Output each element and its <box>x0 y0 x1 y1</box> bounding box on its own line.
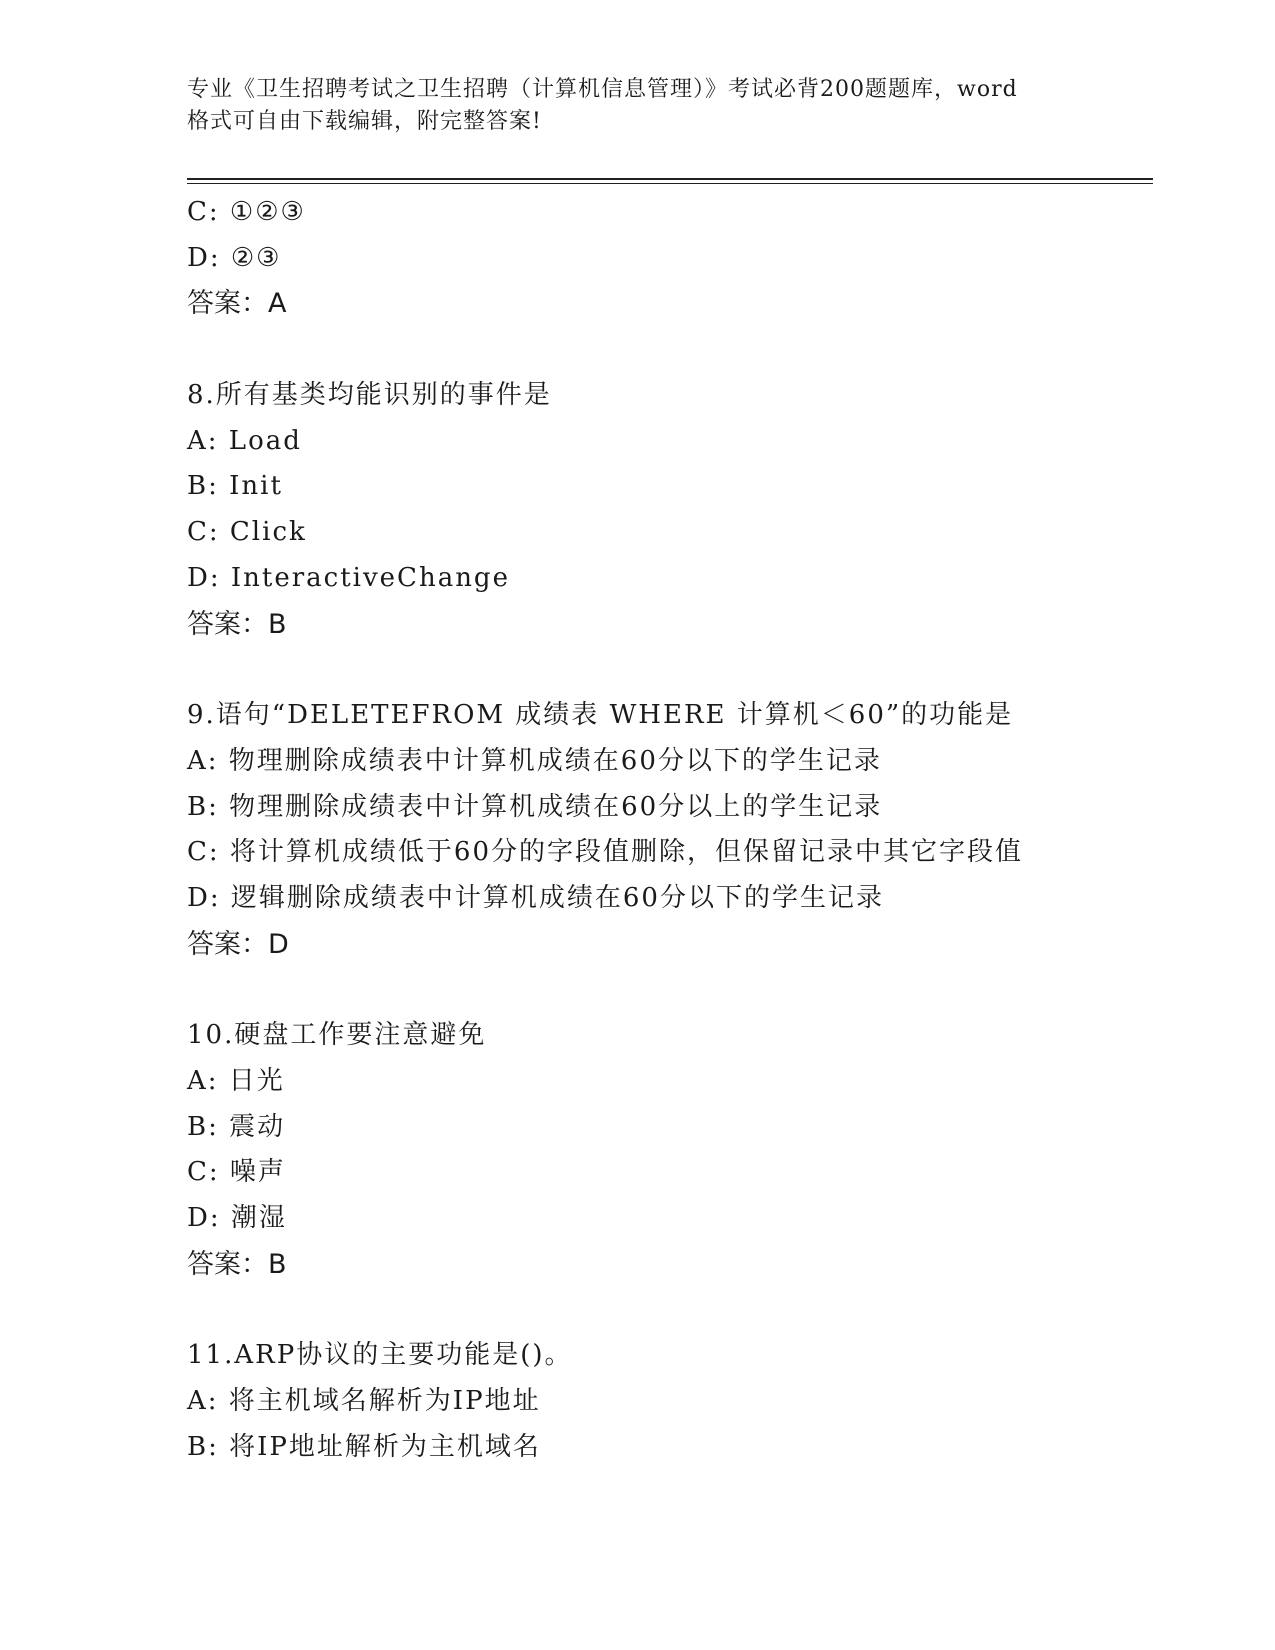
question-text: 9.语句“DELETEFROM 成绩表 WHERE 计算机＜60”的功能是 <box>187 700 1014 731</box>
option-c: C: Click <box>187 517 307 548</box>
document-header: 专业《卫生招聘考试之卫生招聘（计算机信息管理）》考试必背200题题库，word 格式可自由下载编辑，附完整答案! <box>187 77 1018 134</box>
option-d: D: 逻辑删除成绩表中计算机成绩在60分以下的学生记录 <box>187 882 884 913</box>
option-c: C: 将计算机成绩低于60分的字段值删除，但保留记录中其它字段值 <box>187 837 1024 868</box>
option-a: A: 将主机域名解析为IP地址 <box>187 1386 541 1417</box>
answer: 答案：A <box>187 288 287 320</box>
header-divider-thin <box>187 183 1153 184</box>
option-b: B: Init <box>187 471 283 502</box>
option-b: B: 物理删除成绩表中计算机成绩在60分以上的学生记录 <box>187 791 883 822</box>
question-text: 8.所有基类均能识别的事件是 <box>187 380 552 411</box>
spacer <box>187 647 1147 693</box>
question-9 <box>187 693 1147 967</box>
question-text: 10.硬盘工作要注意避免 <box>187 1020 487 1051</box>
header-divider <box>187 178 1153 180</box>
option-d: D: ②③ <box>187 242 282 273</box>
option-c: C: 噪声 <box>187 1157 286 1188</box>
option-a: A: 物理删除成绩表中计算机成绩在60分以下的学生记录 <box>187 745 882 776</box>
spacer <box>187 1287 1147 1333</box>
spacer <box>187 327 1147 373</box>
answer: 答案：B <box>187 1248 287 1280</box>
answer: 答案：D <box>187 928 289 960</box>
question-8 <box>187 373 1147 647</box>
option-b: B: 震动 <box>187 1111 286 1142</box>
question-text: 11.ARP协议的主要功能是()。 <box>187 1340 573 1371</box>
spacer <box>187 967 1147 1013</box>
option-b: B: 将IP地址解析为主机域名 <box>187 1431 541 1462</box>
question-10 <box>187 1013 1147 1287</box>
option-a: A: 日光 <box>187 1066 285 1096</box>
option-d: D: InteractiveChange <box>187 562 510 593</box>
option-c: C: ①②③ <box>187 197 306 227</box>
question-11 <box>187 1333 1147 1470</box>
answer: 答案：B <box>187 608 287 640</box>
option-a: A: Load <box>187 425 302 456</box>
question-content <box>187 190 1147 1471</box>
option-d: D: 潮湿 <box>187 1203 287 1234</box>
